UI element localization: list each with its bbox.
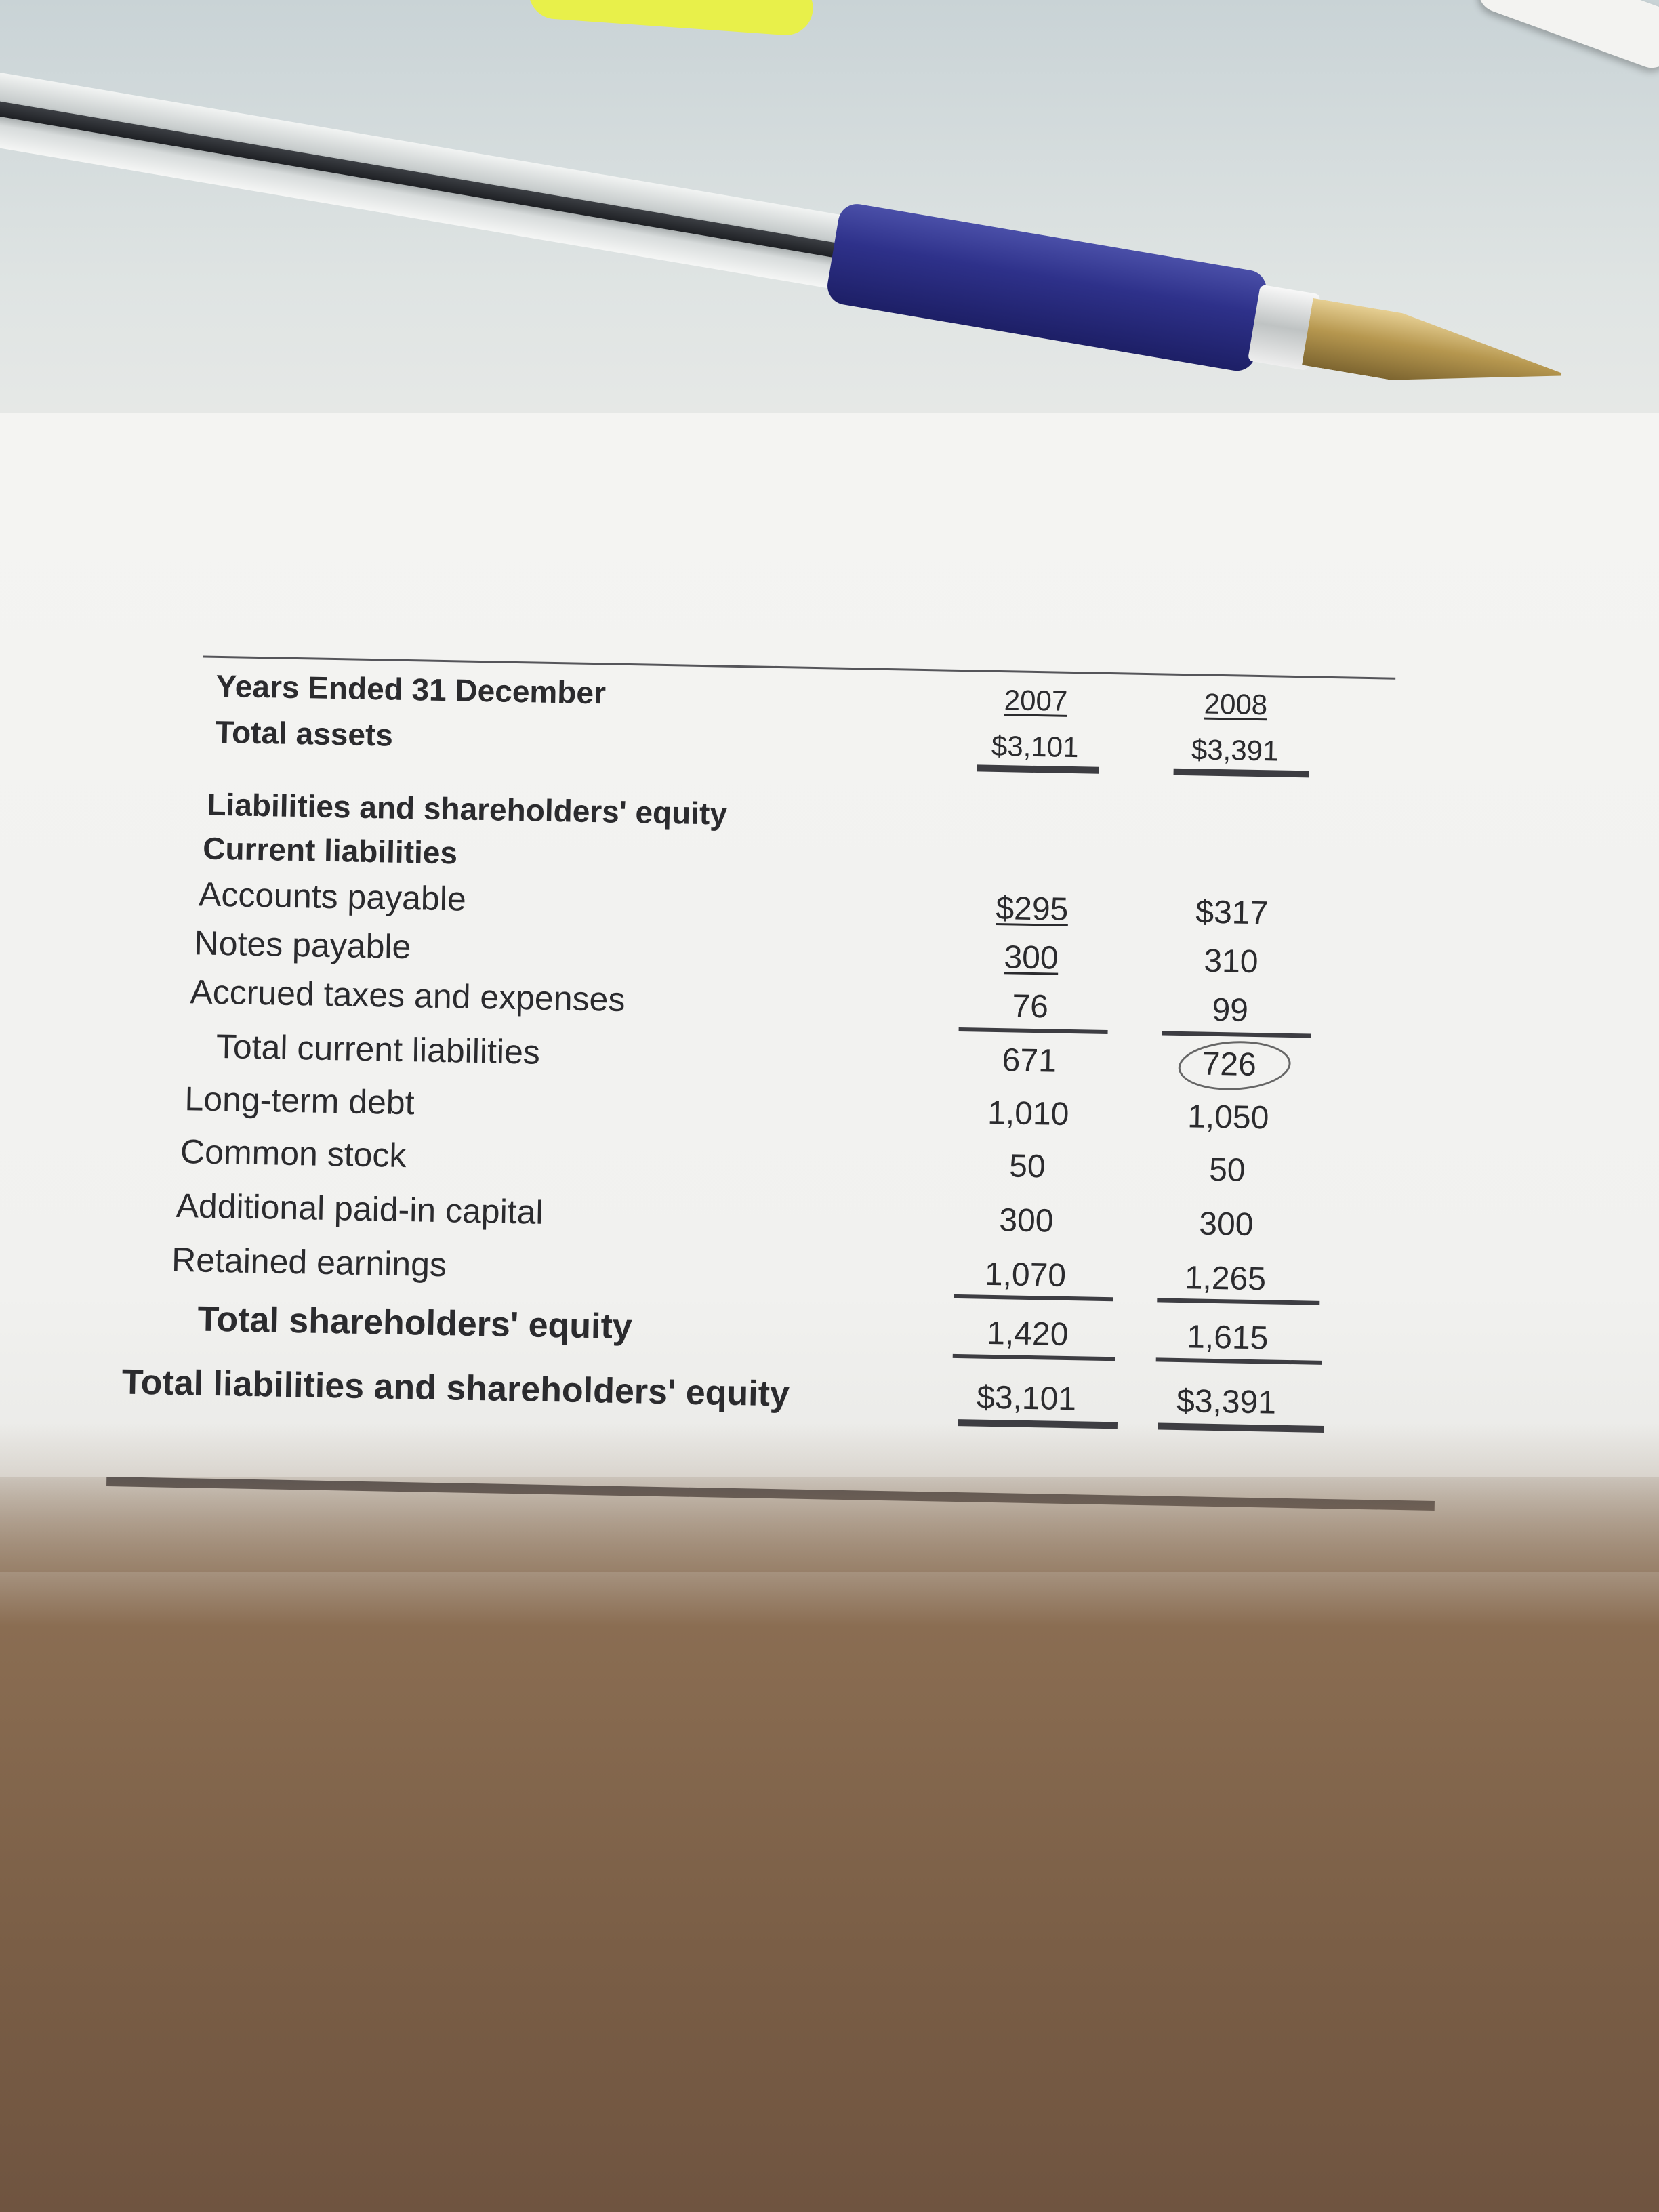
- line-item-2008: 50: [1208, 1151, 1246, 1189]
- total-assets-2008: $3,391: [1191, 733, 1279, 767]
- line-item-2007: 50: [1008, 1148, 1046, 1185]
- line-item-2007: 300: [1004, 939, 1059, 977]
- line-item-2007: 1,010: [987, 1094, 1069, 1132]
- line-item-2007: 300: [998, 1202, 1054, 1240]
- line-item-2007: 1,070: [984, 1256, 1067, 1294]
- line-item-label: Long-term debt: [184, 1080, 415, 1122]
- ballpoint-pen: [0, 54, 1590, 428]
- row-common-stock: [140, 1130, 1428, 1195]
- line-item-2007: $295: [995, 890, 1069, 928]
- total-equity-label: Total shareholders' equity: [197, 1299, 633, 1347]
- grand-total-label: Total liabilities and shareholders' equity: [121, 1362, 790, 1414]
- subtotal-rule-2007: [959, 1027, 1108, 1034]
- row-additional-paid-in-capital: [138, 1185, 1427, 1249]
- line-item-2008: 1,265: [1184, 1260, 1267, 1298]
- subsection-label: Current liabilities: [202, 830, 458, 871]
- line-item-label: Accounts payable: [198, 875, 467, 918]
- line-item-label: Additional paid-in capital: [176, 1186, 544, 1231]
- line-item-2007: 76: [1012, 988, 1049, 1025]
- col-2008-heading: 2008: [1204, 687, 1268, 721]
- total-assets-label: Total assets: [214, 714, 394, 753]
- grand-total-2007: $3,101: [976, 1379, 1077, 1418]
- highlighter-object: [527, 0, 815, 37]
- line-item-2008: 1,050: [1187, 1099, 1269, 1136]
- corner-object: [1473, 0, 1659, 74]
- hand-shadow: [0, 1477, 1659, 2212]
- line-item-label: Retained earnings: [171, 1240, 447, 1284]
- assets-underline-2007: [977, 764, 1099, 773]
- line-item-2008: 99: [1211, 991, 1249, 1029]
- grand-total-2008: $3,391: [1176, 1382, 1277, 1421]
- line-item-2007: 671: [1002, 1042, 1057, 1080]
- line-item-label: Common stock: [180, 1132, 407, 1175]
- line-item-2008: $317: [1195, 894, 1269, 932]
- row-retained-earnings: [138, 1239, 1426, 1303]
- total-assets-2007: $3,101: [991, 729, 1079, 764]
- header-label: Years Ended 31 December: [216, 668, 607, 711]
- line-item-2008: 310: [1203, 943, 1259, 981]
- line-item-label: Accrued taxes and expenses: [189, 972, 626, 1019]
- pen-grip: [825, 201, 1269, 374]
- line-item-2008: 726: [1202, 1046, 1257, 1084]
- pen-tip: [1302, 298, 1567, 408]
- line-item-label: Notes payable: [194, 924, 411, 966]
- line-item-2008: 300: [1198, 1206, 1254, 1244]
- subtotal-rule-2008: [1162, 1031, 1311, 1038]
- row-grand-total: [121, 1362, 1423, 1427]
- total-equity-2008: 1,615: [1186, 1319, 1269, 1357]
- total-equity-2007: 1,420: [986, 1315, 1069, 1353]
- line-item-label: Total current liabilities: [216, 1027, 541, 1071]
- row-total-equity: [136, 1298, 1425, 1362]
- section-label: Liabilities and shareholders' equity: [207, 786, 728, 832]
- col-2007-heading: 2007: [1004, 684, 1068, 717]
